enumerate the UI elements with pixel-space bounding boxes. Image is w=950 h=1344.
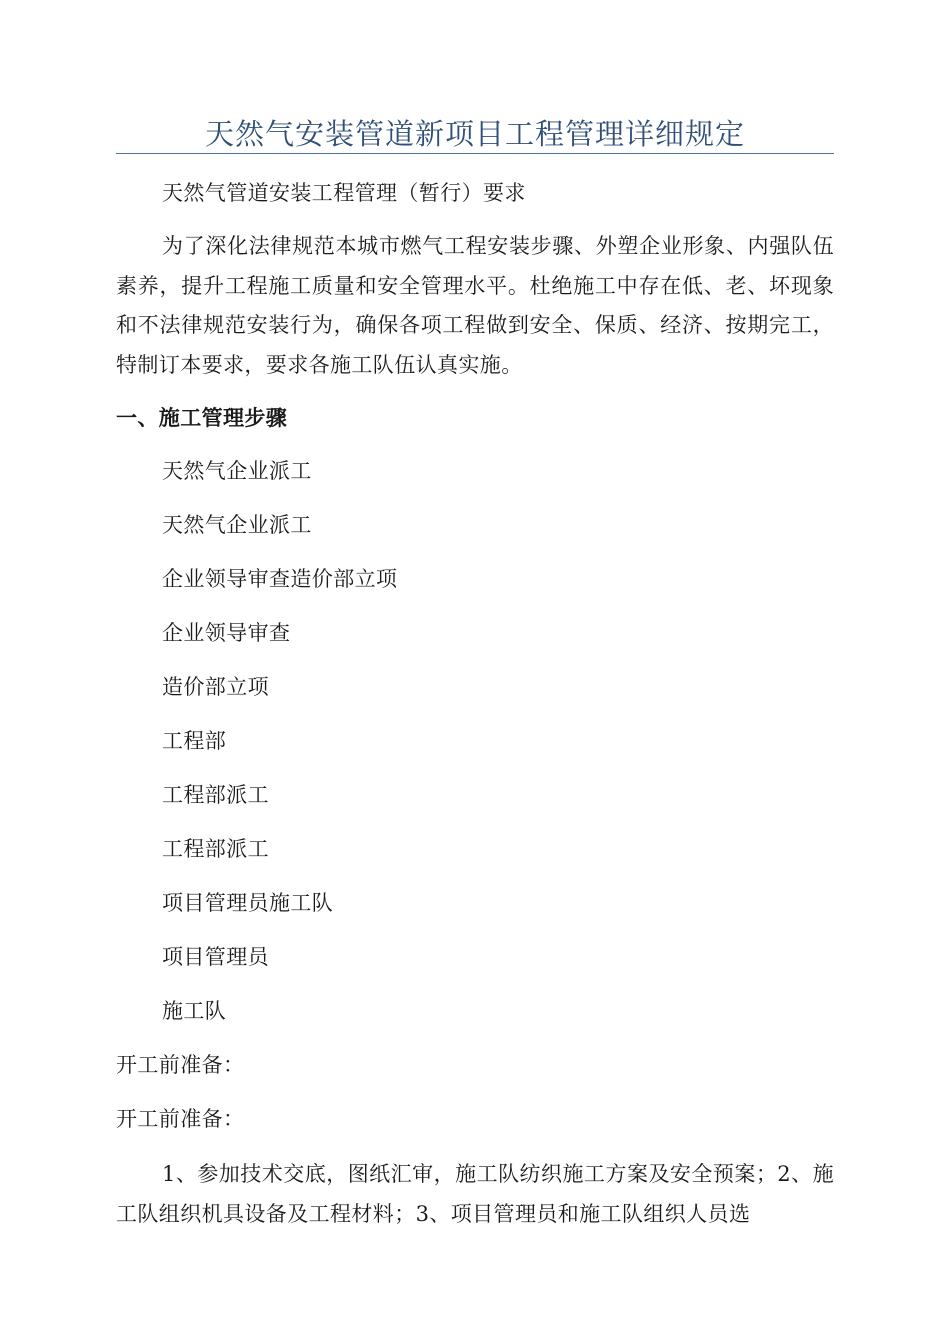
step-item: 企业领导审查造价部立项 <box>162 567 398 591</box>
step-item: 企业领导审查 <box>162 621 291 645</box>
step-item: 天然气企业派工 <box>162 513 312 537</box>
step-item: 造价部立项 <box>162 675 269 699</box>
title-underline <box>116 153 834 154</box>
step-item: 工程部派工 <box>162 783 269 807</box>
step-item: 项目管理员 <box>162 945 269 969</box>
document-subtitle: 天然气管道安装工程管理（暂行）要求 <box>162 181 526 205</box>
step-item: 施工队 <box>162 999 227 1023</box>
step-item: 项目管理员施工队 <box>162 891 334 915</box>
section-heading-1: 一、施工管理步骤 <box>116 405 288 430</box>
document-title: 天然气安装管道新项目工程管理详细规定 <box>204 117 745 151</box>
step-item: 工程部派工 <box>162 837 269 861</box>
prep-label: 开工前准备： <box>116 1053 245 1077</box>
step-item: 工程部 <box>162 729 227 753</box>
intro-paragraph: 为了深化法律规范本城市燃气工程安装步骤、外塑企业形象、内强队伍素养，提升工程施工质量和安全管理水平。杜绝施工中存在低、老、坏现象和不法律规范安装行为，确保各项工程做到安全、保质、经济、按期完工，特制订本要求，要求各施工队伍认真实施。 <box>116 234 834 377</box>
prep-label: 开工前准备： <box>116 1107 245 1131</box>
prep-paragraph: 1、参加技术交底，图纸汇审，施工队纺织施工方案及安全预案；2、施工队组织机具设备及工程材料；3、项目管理员和施工队组织人员选 <box>116 1162 834 1226</box>
step-item: 天然气企业派工 <box>162 459 312 483</box>
